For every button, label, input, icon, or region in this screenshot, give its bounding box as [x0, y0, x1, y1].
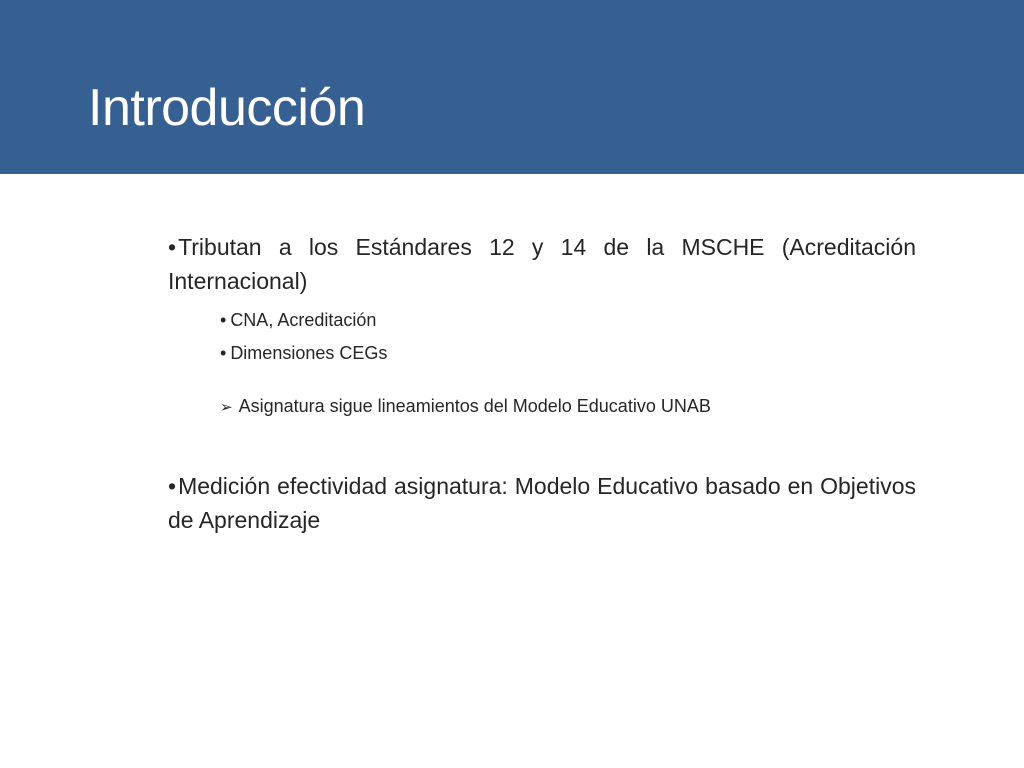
bullet-marker: • — [168, 473, 177, 499]
slide-content — [168, 230, 916, 537]
sub-bullet-text: CNA, Acreditación — [230, 310, 377, 330]
bullet-text: Medición efectividad asignatura: Modelo Educativo basado en Objetivos de Aprendizaje — [168, 473, 916, 533]
sub-bullet-item — [220, 337, 916, 370]
sub-bullet-item — [220, 304, 916, 337]
arrow-bullet-text: Asignatura sigue lineamientos del Modelo Educativo UNAB — [238, 396, 711, 416]
bullet-text: Tributan a los Estándares 12 y 14 de la MSCHE (Acreditación Internacional) — [168, 234, 916, 294]
title-bar — [0, 0, 1024, 174]
bullet-item — [168, 230, 916, 298]
sub-bullet-marker: • — [220, 310, 227, 330]
sub-bullet-marker: • — [220, 343, 227, 363]
sub-bullet-list — [220, 304, 916, 370]
arrow-bullet-item — [220, 394, 916, 419]
arrow-bullet-icon: ➢ — [220, 398, 233, 416]
bullet-item — [168, 469, 916, 537]
sub-bullet-text: Dimensiones CEGs — [230, 343, 388, 363]
slide-title: Introducción — [88, 79, 366, 137]
bullet-marker: • — [168, 234, 177, 260]
